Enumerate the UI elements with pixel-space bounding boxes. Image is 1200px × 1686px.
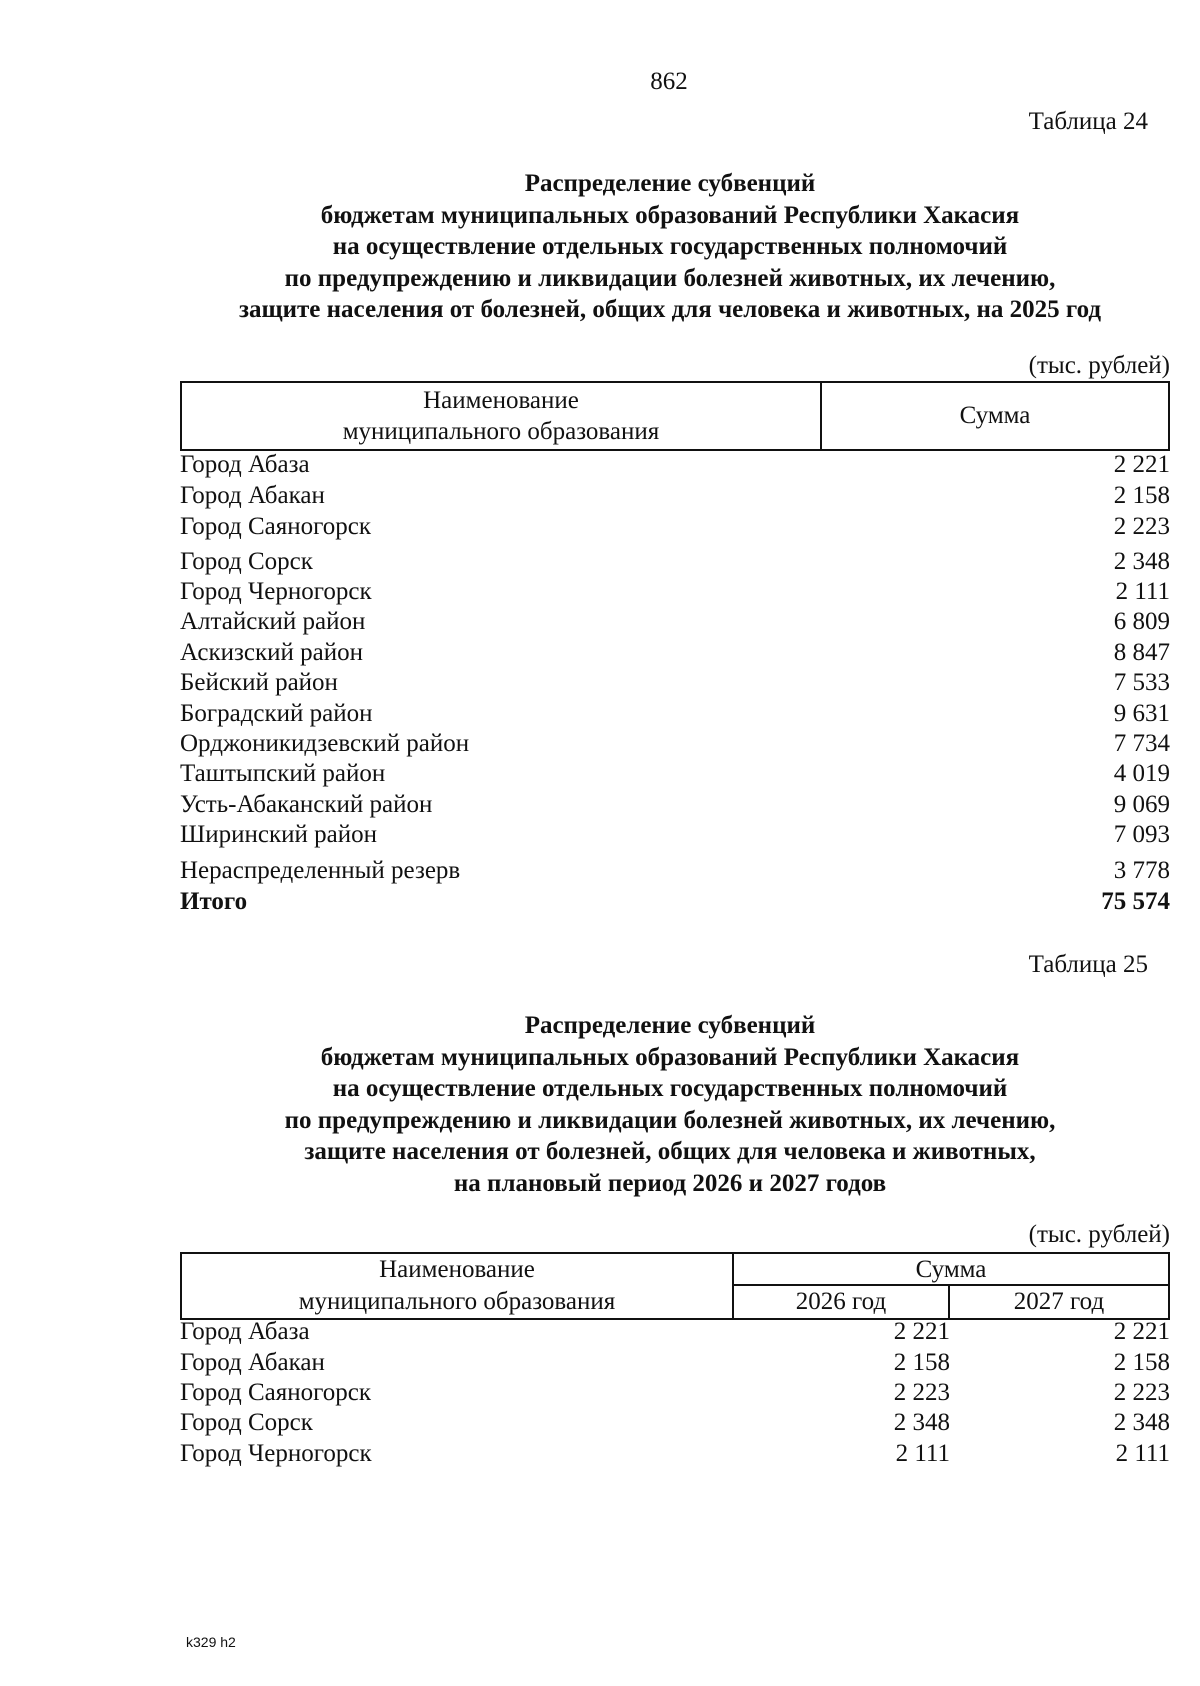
table-row	[180, 578, 1170, 608]
row-name: Город Сорск	[180, 548, 313, 575]
row-2026: 2 221	[893, 1318, 950, 1345]
total-label: Итого	[180, 888, 248, 915]
table24-header-name-line1: Наименование	[423, 387, 579, 414]
row-sum: 8 847	[1113, 639, 1170, 666]
table25-heading	[180, 1010, 1160, 1199]
table24-title-line: на осуществление отдельных государственных полномочий	[332, 233, 1008, 260]
table25-title-line: на осуществление отдельных государственных полномочий	[332, 1075, 1008, 1102]
table-row	[180, 1440, 1170, 1470]
table24-header	[180, 381, 1170, 451]
table-row	[180, 1349, 1170, 1379]
row-sum: 2 221	[1113, 451, 1170, 478]
row-name: Город Сорск	[180, 1409, 313, 1436]
row-sum: 6 809	[1113, 608, 1170, 635]
row-sum: 9 069	[1113, 791, 1170, 818]
row-name: Город Черногорск	[180, 1440, 372, 1467]
row-name: Город Абакан	[180, 1349, 325, 1376]
row-name: Город Абаза	[180, 1318, 310, 1345]
table24-title-line: бюджетам муниципальных образований Республики Хакасия	[320, 201, 1020, 229]
row-sum: 3 778	[1113, 857, 1170, 884]
table-row	[180, 1379, 1170, 1409]
row-name: Бейский район	[180, 669, 338, 696]
table-row	[180, 639, 1170, 669]
row-name: Город Абаза	[180, 451, 310, 478]
row-name: Боградский район	[180, 700, 373, 727]
row-name: Город Черногорск	[180, 578, 372, 605]
row-name: Алтайский район	[180, 608, 366, 635]
table25-header-name-cell	[182, 1254, 734, 1318]
row-name: Нераспределенный резерв	[180, 857, 461, 884]
table24-header-name-cell	[182, 383, 822, 449]
table24-title-line: защите населения от болезней, общих для человека и животных, на 2025 год	[238, 296, 1102, 323]
table24-header-sum-cell: Сумма	[959, 402, 1031, 429]
table-row	[180, 482, 1170, 512]
row-2027: 2 221	[1113, 1318, 1170, 1345]
row-name: Город Саяногорск	[180, 513, 372, 540]
table25-header-sum-cell: Сумма	[734, 1254, 1168, 1286]
table-row	[180, 548, 1170, 578]
table25-header-year2027: 2027 год	[1013, 1288, 1105, 1315]
table-row	[180, 857, 1170, 887]
row-sum: 9 631	[1113, 700, 1170, 727]
row-2027: 2 158	[1113, 1349, 1170, 1376]
table24-label: Таблица 24	[1028, 108, 1148, 135]
row-sum: 2 158	[1113, 482, 1170, 509]
row-2027: 2 223	[1113, 1379, 1170, 1406]
row-sum: 2 223	[1113, 513, 1170, 540]
row-name: Город Абакан	[180, 482, 325, 509]
row-sum: 2 348	[1113, 548, 1170, 575]
row-2026: 2 348	[893, 1409, 950, 1436]
table24-units: (тыс. рублей)	[1028, 352, 1170, 379]
table25-header-name-line1: Наименование	[379, 1256, 535, 1283]
table24-heading	[180, 168, 1160, 326]
table24-title-line: по предупреждению и ликвидации болезней животных, их лечению,	[284, 264, 1056, 292]
row-2026: 2 111	[895, 1440, 950, 1467]
row-name: Усть-Абаканский район	[180, 791, 433, 818]
table-row	[180, 1409, 1170, 1439]
row-name: Таштыпский район	[180, 760, 386, 787]
table25-header-year2026: 2026 год	[734, 1286, 950, 1318]
row-sum: 2 111	[1115, 578, 1170, 605]
row-name: Орджоникидзевский район	[180, 730, 470, 757]
row-sum: 7 093	[1113, 821, 1170, 848]
row-name: Аскизский район	[180, 639, 364, 666]
table-row	[180, 760, 1170, 790]
row-sum: 7 734	[1113, 730, 1170, 757]
table25-title-line: по предупреждению и ликвидации болезней животных, их лечению,	[284, 1106, 1056, 1134]
table24-title-line: Распределение субвенций	[524, 170, 816, 197]
row-2027: 2 348	[1113, 1409, 1170, 1436]
total-sum: 75 574	[1101, 888, 1170, 915]
table25-header	[180, 1252, 1170, 1320]
table-row	[180, 1318, 1170, 1348]
row-2027: 2 111	[1115, 1440, 1170, 1467]
table-row	[180, 730, 1170, 760]
table25-header-name-line2: муниципального образования	[298, 1288, 616, 1315]
table-row	[180, 700, 1170, 730]
table25-title-line: Распределение субвенций	[524, 1012, 816, 1039]
table25-units: (тыс. рублей)	[1028, 1221, 1170, 1248]
table24-header-name-line2: муниципального образования	[342, 418, 660, 445]
table-row	[180, 669, 1170, 699]
row-sum: 4 019	[1113, 760, 1170, 787]
table-row	[180, 821, 1170, 851]
table-row	[180, 451, 1170, 481]
table25-title-line: на плановый период 2026 и 2027 годов	[453, 1169, 887, 1197]
row-name: Город Саяногорск	[180, 1379, 372, 1406]
table25-title-line: защите населения от болезней, общих для человека и животных,	[304, 1138, 1036, 1165]
row-name: Ширинский район	[180, 821, 377, 848]
table-row	[180, 608, 1170, 638]
row-2026: 2 223	[893, 1379, 950, 1406]
row-sum: 7 533	[1113, 669, 1170, 696]
footer-code: k329 h2	[186, 1634, 236, 1650]
table25-label: Таблица 25	[1028, 951, 1148, 978]
total-row	[180, 888, 1170, 918]
row-2026: 2 158	[893, 1349, 950, 1376]
table-row	[180, 791, 1170, 821]
page-number: 862	[650, 68, 688, 95]
table-row	[180, 513, 1170, 543]
table25-title-line: бюджетам муниципальных образований Республики Хакасия	[320, 1043, 1020, 1071]
